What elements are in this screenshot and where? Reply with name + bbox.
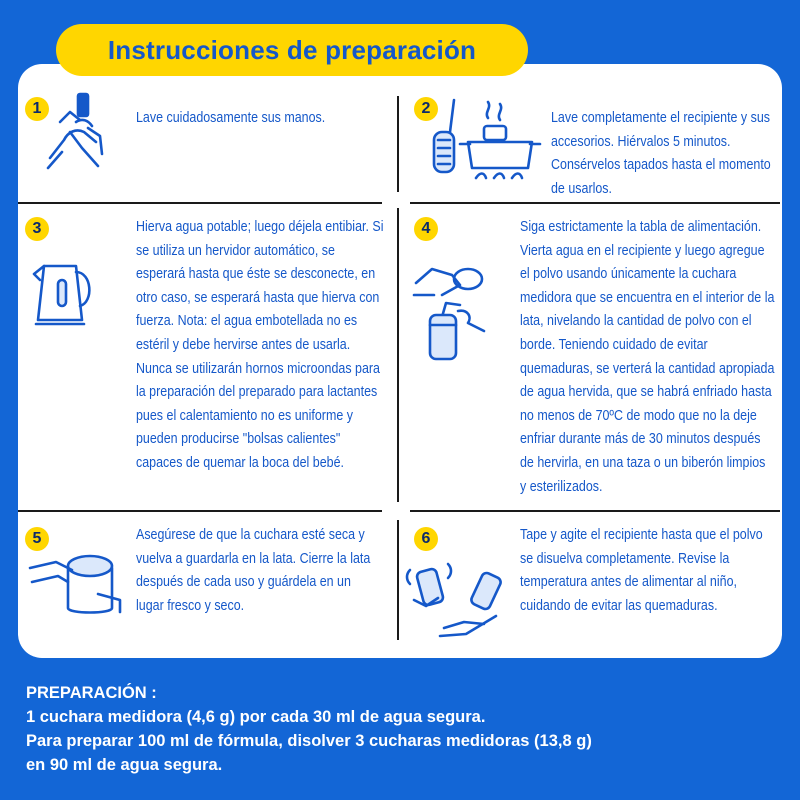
divider-horizontal-right-1 bbox=[410, 202, 780, 204]
step-2-badge: 2 bbox=[414, 97, 438, 121]
footer-heading: PREPARACIÓN : bbox=[26, 684, 157, 702]
divider-horizontal-right-2 bbox=[410, 510, 780, 512]
step-4-badge: 4 bbox=[414, 217, 438, 241]
kettle-icon bbox=[32, 250, 100, 330]
shake-bottle-icon bbox=[404, 560, 508, 642]
can-lid-icon bbox=[28, 548, 124, 618]
footer-line-3: en 90 ml de agua segura. bbox=[26, 756, 223, 774]
footer-line-2: Para preparar 100 ml de fórmula, disolver 3 cucharas medidoras (13,8 g) bbox=[26, 732, 592, 750]
step-5-text: Asegúrese de que la cuchara esté seca y vuelva a guardarla en la lata. Cierre la lata después de cada uso y guárdela en un lugar fresco y seco. bbox=[136, 527, 371, 614]
page-title: Instrucciones de preparación bbox=[107, 34, 477, 65]
step-5-badge: 5 bbox=[25, 527, 49, 551]
step-4-text: Siga estrictamente la tabla de alimentación. Vierta agua en el recipiente y luego agregue el polvo usando únicamente la cuchara medidora que se encuentra en el interior de la lata, nivelando la cantidad de polvo con el borde. Teniendo cuidado de evitar quemaduras, se verterá la cantidad apropiada de agua hervida, que se habrá enfriado hasta no menos de 70ºC de modo que no la deje enfriar durante más de 30 minutos después de hervirla, en una taza o un biberón limpios y esterilizados. bbox=[520, 219, 775, 495]
step-3-text: Hierva agua potable; luego déjela entibiar. Si se utiliza un hervidor automático, se esperará hasta que éste se desconecte, en otro caso, se esperará hasta que hierva con fuerza. Nota: el agua embotellada no es estéril y debe hervirse antes de usarla. Nunca se utilizarán hornos microondas para la preparación del preparado para lactantes pues el calentamiento no es uniforme y pueden producirse "bolsas calientes" capaces de quemar la boca del bebé. bbox=[136, 219, 384, 471]
step-2-text: Lave completamente el recipiente y sus accesorios. Hiérvalos 5 minutos. Consérvelos tapados hasta el momento de usarlos. bbox=[551, 110, 771, 197]
preparation-footer bbox=[26, 681, 786, 777]
bottle-brush-pot-icon bbox=[424, 98, 548, 186]
scoop-bottle-icon bbox=[412, 255, 508, 363]
divider-vertical-row2 bbox=[397, 208, 399, 502]
divider-horizontal-left-2 bbox=[18, 510, 382, 512]
step-6-text: Tape y agite el recipiente hasta que el polvo se disuelva completamente. Revise la temperatura antes de alimentar al niño, cuidando de evitar las quemaduras. bbox=[520, 527, 763, 614]
step-1-badge: 1 bbox=[25, 97, 49, 121]
divider-vertical-row3 bbox=[397, 520, 399, 640]
footer-line-1: 1 cuchara medidora (4,6 g) por cada 30 ml de agua segura. bbox=[26, 708, 486, 726]
step-6-badge: 6 bbox=[414, 527, 438, 551]
step-1-text: Lave cuidadosamente sus manos. bbox=[136, 110, 326, 126]
divider-vertical-row1 bbox=[397, 96, 399, 192]
divider-horizontal-left-1 bbox=[18, 202, 382, 204]
step-3-badge: 3 bbox=[25, 217, 49, 241]
title-banner bbox=[56, 24, 528, 76]
hands-washing-icon bbox=[40, 92, 120, 172]
